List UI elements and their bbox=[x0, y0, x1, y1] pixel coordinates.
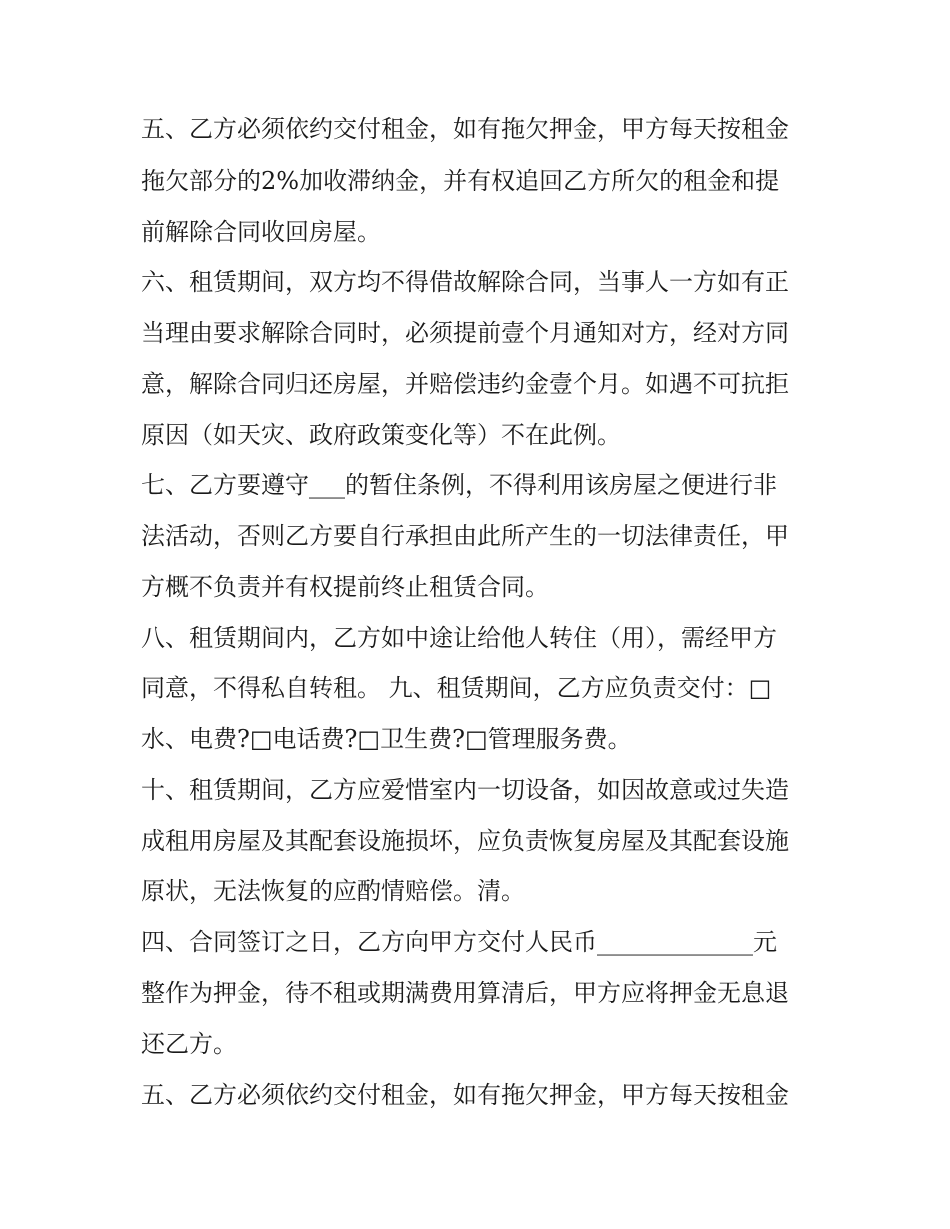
text-line: 五、乙方必须依约交付租金，如有拖欠押金，甲方每天按租金 bbox=[141, 115, 789, 143]
text-line: 原因（如天灾、政府政策变化等）不在此例。 bbox=[141, 421, 621, 449]
text-line: 前解除合同收回房屋。 bbox=[141, 218, 381, 246]
text-line: 六、租赁期间，双方均不得借故解除合同，当事人一方如有正 bbox=[141, 268, 789, 296]
text-line: 整作为押金，待不租或期满费用算清后，甲方应将押金无息退 bbox=[141, 979, 789, 1007]
text-line: 四、合同签订之日，乙方向甲方交付人民币_____________元 bbox=[141, 928, 777, 956]
text-line: 法活动，否则乙方要自行承担由此所产生的一切法律责任，甲 bbox=[141, 522, 789, 550]
text-line: 原状，无法恢复的应酌情赔偿。清。 bbox=[141, 877, 525, 905]
text-line: 意，解除合同归还房屋，并赔偿违约金壹个月。如遇不可抗拒 bbox=[141, 370, 789, 398]
text-line: 成租用房屋及其配套设施损坏，应负责恢复房屋及其配套设施 bbox=[141, 827, 789, 855]
text-line: 当理由要求解除合同时，必须提前壹个月通知对方，经对方同 bbox=[141, 319, 789, 347]
text-line: 五、乙方必须依约交付租金，如有拖欠押金，甲方每天按租金 bbox=[141, 1081, 789, 1109]
text-line: 拖欠部分的2%加收滞纳金，并有权追回乙方所欠的租金和提 bbox=[141, 167, 780, 195]
text-line: 同意，不得私自转租。 九、租赁期间，乙方应负责交付：□ bbox=[141, 674, 772, 702]
text-line: 水、电费?□电话费?□卫生费?□管理服务费。 bbox=[141, 725, 632, 753]
text-line: 八、租赁期间内，乙方如中途让给他人转住（用），需经甲方 bbox=[141, 624, 777, 652]
text-line: 还乙方。 bbox=[141, 1030, 237, 1058]
text-line: 方概不负责并有权提前终止租赁合同。 bbox=[141, 573, 549, 601]
text-line: 七、乙方要遵守___的暂住条例，不得利用该房屋之便进行非 bbox=[141, 471, 777, 499]
text-line: 十、租赁期间，乙方应爱惜室内一切设备，如因故意或过失造 bbox=[141, 776, 789, 804]
